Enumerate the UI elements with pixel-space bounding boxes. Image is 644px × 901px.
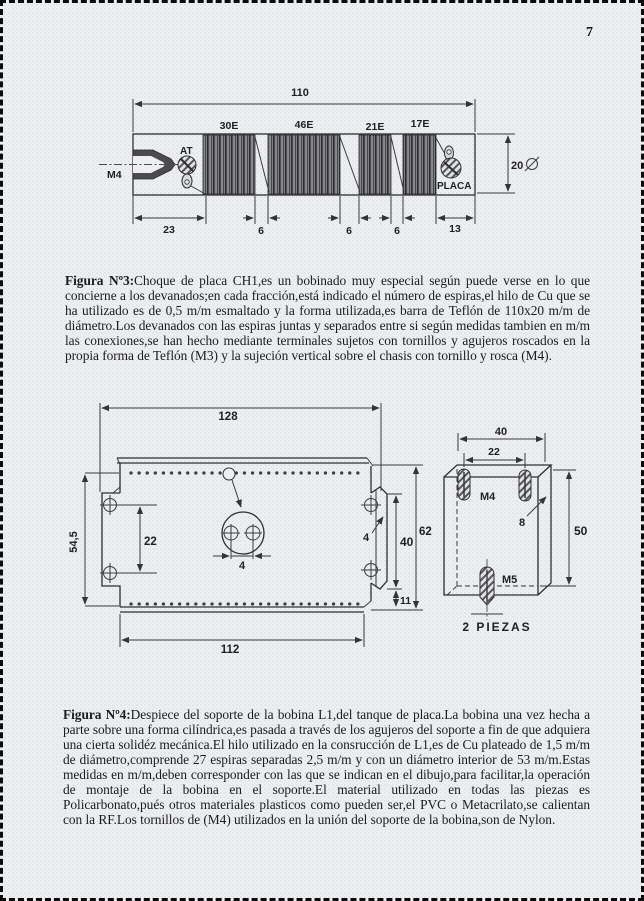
placa-terminal	[441, 146, 461, 178]
extension-lines	[133, 195, 475, 224]
dim-40-block-label: 40	[494, 426, 508, 438]
figure3-caption-text: Choque de placa CH1,es un bobinado muy especial según puede verse en lo que concierne a los devanados;en cada fracción,está indicado el número de espiras,el hilo de Cu que se ha utilizado es de 0,5 m/m esmaltado y la forma utilizada,es barra de Teflón de 110x20 m/m de diámetro.Los devanados con las espiras juntas y separados entre si según medidas tambien en m/m las conexiones,se han hecho mediante terminales sujetos con tornillos y agujeros roscados en la propia forma de Teflón (M3) y la sujeción vertical sobre el chasis con tornillo y rosca (M4).	[65, 273, 590, 364]
dim-54-5-label: 54,5	[68, 531, 80, 553]
dim-110-label: 110	[291, 87, 309, 99]
dim-112	[120, 614, 364, 647]
winding-band-30e	[203, 135, 255, 194]
dim-13-label: 13	[449, 223, 461, 235]
winding-bands	[203, 135, 445, 194]
at-label: AT	[180, 146, 193, 157]
wire-crossover	[255, 137, 269, 192]
block-quantity-label: 2 PIEZAS	[462, 620, 532, 634]
winding-label-46e: 46E	[294, 119, 314, 131]
dim-128-label: 128	[218, 411, 238, 423]
dim-20-diameter	[477, 134, 539, 193]
dim-62-label: 62	[419, 526, 432, 538]
page-number: 7	[586, 25, 593, 40]
dim-40-right-label: 40	[400, 535, 414, 549]
dim-4-tab-label: 4	[363, 532, 370, 544]
winding-label-21e: 21E	[365, 121, 385, 133]
dim-gap-3-label: 6	[394, 225, 400, 237]
figure4-caption-label: Figura Nº4:	[63, 707, 131, 723]
figure4-block-drawing	[444, 426, 588, 634]
callout-leader	[232, 480, 241, 507]
figure3-caption	[65, 273, 590, 363]
placa-label: PLACA	[437, 181, 472, 192]
center-hole-group	[222, 512, 264, 559]
figure3-caption-label: Figura Nº3:	[65, 273, 135, 289]
winding-label-30e: 30E	[219, 120, 239, 132]
support-plate-outline	[102, 458, 387, 612]
figure4-caption-text: Despiece del soporte de la bobina L1,del tanque de placa.La bobina una vez hecha a parte sobre una forma cilíndrica,es pasada a través de los agujeros del soporte a fin de que adquiera una cierta solidéz mecánica.El hilo utilizado en la consrucción de L1,es de Cu plateado de 1,5 m/m de diámetro,comprende 27 espiras separadas 2,5 m/m y con un diámetro interior de 53 m/m.Estas medidas en m/m,deben corresponder con las que se indican en el dibujo,para facilitar,la operación de montaje de la bobina en el soporte.El material utilizado en todas las piezas es Policarbonato,pués otros materiales plasticos como pueden ser,el PVC o Metacrilato,se calientan con la RF.Los tornillos de (M4) utilizados en la unión del soporte de la bobina,son de Nylon.	[63, 707, 590, 828]
dim-20-label: 20	[511, 160, 524, 172]
dim-128	[100, 403, 381, 492]
dim-50	[540, 470, 576, 586]
block-m5-label: M5	[502, 574, 518, 586]
m5-screw	[471, 559, 503, 620]
wire-crossover	[391, 137, 404, 192]
wire-to-placa	[436, 138, 445, 154]
m4-label: M4	[107, 169, 122, 181]
figure4-plate-drawing	[68, 403, 432, 656]
figure4-caption	[63, 707, 590, 827]
winding-label-17e: 17E	[410, 118, 430, 130]
dim-112-label: 112	[220, 644, 240, 656]
wire-crossover	[340, 137, 360, 192]
dim-4-center-label: 4	[238, 560, 246, 572]
dim-4-tab-leader	[372, 517, 383, 533]
callout-hole	[223, 468, 235, 480]
dim-22-block-label: 22	[488, 446, 500, 458]
dim-11-label: 11	[400, 595, 412, 607]
winding-band-17e	[403, 135, 436, 194]
winding-band-21e	[359, 135, 391, 194]
block-m4-label: M4	[480, 491, 496, 503]
winding-band-46e	[268, 135, 340, 194]
dim-8-label: 8	[519, 517, 526, 529]
dim-23-label: 23	[163, 224, 175, 236]
figure3-drawing	[99, 87, 539, 237]
dim-50-label: 50	[574, 524, 588, 538]
dim-22-left-label: 22	[144, 536, 157, 548]
dim-gap-1-label: 6	[258, 225, 264, 237]
dim-8-leader	[527, 497, 546, 516]
dim-gap-2-label: 6	[346, 225, 352, 237]
